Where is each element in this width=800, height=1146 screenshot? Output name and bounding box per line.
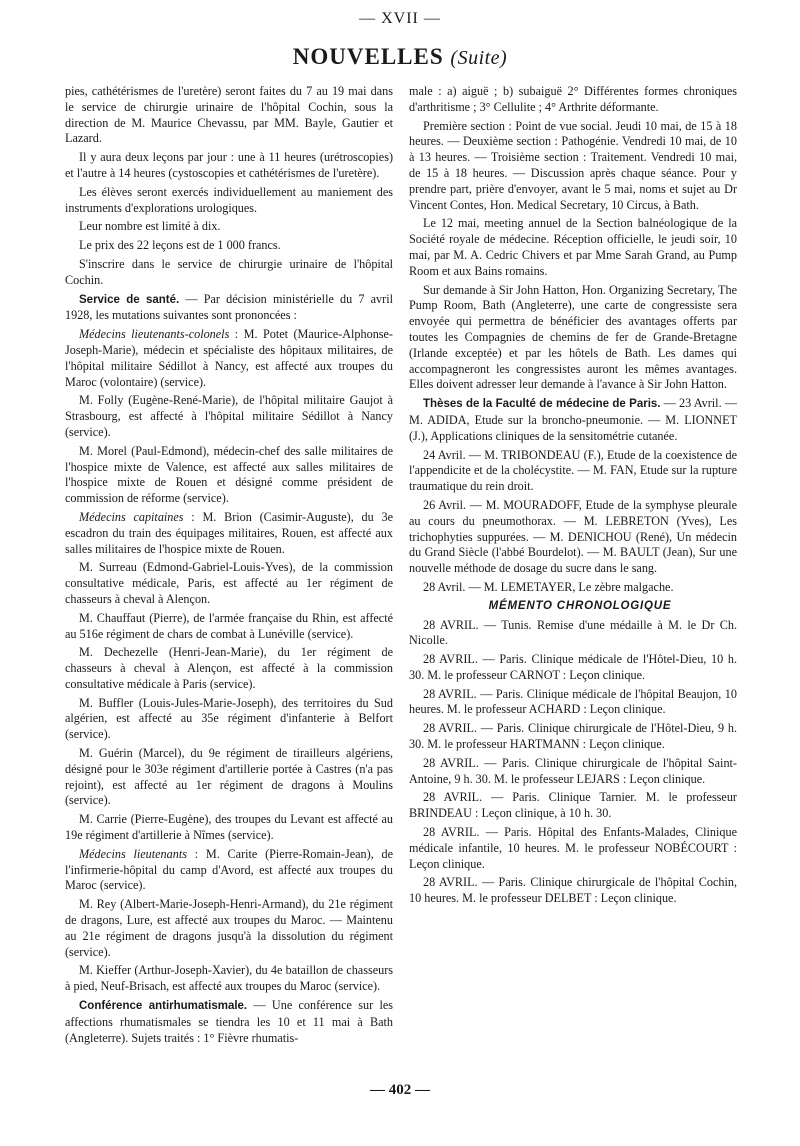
- paragraph: [65, 998, 393, 1046]
- page-roman-numeral: — XVII —: [359, 10, 441, 27]
- paragraph: M. Buffler (Louis-Jules-Marie-Joseph), des territoires du Sud algérien, est affecté au 35e régiment d'infanterie à Belfort (service).: [65, 695, 393, 742]
- paragraph: S'inscrire dans le service de chirurgie urinaire de l'hôpital Cochin.: [65, 256, 393, 287]
- paragraph-text: : M. Potet (Maurice-Alphonse-Joseph-Marie), médecin et spécialiste des hôpitaux militaires, de l'hôpital militaire Sédillot à Nancy, est affecté aux troupes du Maroc (volontaire) (service).: [65, 327, 393, 389]
- memento-entry: 28 AVRIL. — Paris. Clinique chirurgicale de l'hôpital Cochin, 10 heures. M. le professeur DELBET : Leçon clinique.: [409, 875, 737, 906]
- paragraph: [65, 847, 393, 894]
- paragraph: M. Guérin (Marcel), du 9e régiment de tirailleurs algériens, désigné pour le 303e régiment d'artillerie portée à Castres (n'a pas rejoint), est affecté au 1er régiment de dragons à Moulins (service).: [65, 746, 393, 808]
- paragraph-text: — 23 Avril. — M. ADIDA, Etude sur la broncho-pneumonie. — M. LIONNET (J.), Applications cliniques de la sensitométrie cutanée.: [409, 396, 737, 443]
- paragraph: Sur demande à Sir John Hatton, Hon. Organizing Secretary, The Pump Room, Bath (Angleterre), une carte de congressiste sera envoyée qui permettra de bénéficier des avantages offerts par toutes les Compagnies de chemins de fer de Grande-Bretagne (Irlande exceptée) et par les hôtels de Bath. Les dames qui accompagneront les congressistes auront les mêmes avantages. Elles doivent adresser leur demande à l'avance à Sir John Hatton.: [409, 282, 737, 392]
- rank-lead: Médecins lieutenants-colonels: [79, 327, 230, 342]
- memento-entry: 28 AVRIL. — Tunis. Remise d'une médaille à M. le Dr Ch. Nicolle.: [409, 617, 737, 648]
- paragraph: 24 Avril. — M. TRIBONDEAU (F.), Etude de la coexistence de l'appendicite et de la cholécystite. — M. FAN, Etude sur la rupture traumatique du rein droit.: [409, 447, 737, 494]
- page-number: — 402 —: [370, 1082, 430, 1098]
- memento-entry: 28 AVRIL. — Paris. Clinique médicale de l'Hôtel-Dieu, 10 h. 30. M. le professeur CARNOT : Leçon clinique.: [409, 652, 737, 682]
- paragraph: M. Folly (Eugène-René-Marie), de l'hôpital militaire Gaujot à Strasbourg, est affecté à l'hôpital militaire Sédillot à Nancy (service).: [65, 393, 393, 439]
- paragraph: [65, 510, 393, 557]
- paragraph: 26 Avril. — M. MOURADOFF, Etude de la symphyse pleurale au cours du pneumothorax. — M. LEBRETON (Yves), Les trichophyties suppurées. — M. DENICHOU (René), Un médecin du Grand Siècle (l'abbé Bourdelot). — M. BAULT (Jean), Sur une nouvelle méthode de dosage du sucre dans le sang.: [409, 497, 737, 576]
- paragraph: M. Chauffaut (Pierre), de l'armée française du Rhin, est affecté au 516e régiment de chars de combat à Lunéville (service).: [65, 610, 393, 641]
- right-column: [409, 84, 737, 910]
- paragraph: pies, cathétérismes de l'uretère) seront faites du 7 au 19 mai dans le service de chirurgie urinaire de l'hôpital Cochin, sous la direction de M. Maurice Chevassu, par MM. Bayle, Gautier et Lazard.: [65, 84, 393, 146]
- paragraph: [65, 292, 393, 325]
- title-text: NOUVELLES: [292, 44, 444, 69]
- paragraph: 28 Avril. — M. LEMETAYER, Le zèbre malgache.: [423, 579, 674, 594]
- section-lead: Thèses de la Faculté de médecine de Paris.: [423, 398, 661, 411]
- paragraph: M. Morel (Paul-Edmond), médecin-chef des salle militaires de l'hospice mixte de Valence, est affecté aux salles militaires de l'hospice mixte de Rouen et désigné comme président de commission de réforme (service).: [65, 443, 393, 506]
- paragraph-text: — Une conférence sur les affections rhumatismales se tiendra les 10 et 11 mai à Bath (Angleterre). Sujets traités : 1° Fièvre rhumatis-: [65, 998, 393, 1045]
- paragraph: Le 12 mai, meeting annuel de la Section balnéologique de la Société royale de médecine. Réception officielle, le jeudi soir, 10 mai, par M. A. Cedric Chivers et par Mme Sarah Grand, au Pump Room et aux Bains romains.: [409, 216, 737, 278]
- title-suite: (Suite): [450, 47, 508, 69]
- rank-lead: Médecins lieutenants: [79, 846, 187, 861]
- section-lead: Service de santé.: [79, 293, 180, 306]
- paragraph: Leur nombre est limité à dix.: [79, 219, 221, 234]
- paragraph: [409, 396, 737, 444]
- page-title: [0, 44, 800, 70]
- paragraph: Le prix des 22 leçons est de 1 000 francs.: [79, 238, 281, 253]
- memento-entry: 28 AVRIL. — Paris. Clinique médicale de l'hôpital Beaujon, 10 heures. M. le professeur ACHARD : Leçon clinique.: [409, 686, 737, 717]
- paragraph: Il y aura deux leçons par jour : une à 11 heures (urétroscopies) et l'autre à 14 heures (cystoscopies et cathétérismes de l'uretère).: [65, 150, 393, 180]
- memento-entry: 28 AVRIL. — Paris. Clinique chirurgicale de l'Hôtel-Dieu, 9 h. 30. M. le professeur HARTMANN : Leçon clinique.: [409, 721, 737, 752]
- section-lead: Conférence antirhumatismale.: [79, 1000, 248, 1013]
- paragraph-text: — Par décision ministérielle du 7 avril 1928, les mutations suivantes sont prononcées :: [65, 291, 393, 323]
- memento-heading: MÉMENTO CHRONOLOGIQUE: [488, 599, 672, 612]
- paragraph: [65, 327, 393, 390]
- paragraph: Première section : Point de vue social. Jeudi 10 mai, de 15 à 18 heures. — Deuxième section : Pathogénie. Vendredi 10 mai, de 10 à 13 heures. — Troisième section : Traitement. Vendredi 10 mai, de 15 à 18 heures. — Discussion après chaque séance. Pour y prendre part, prière d'envoyer, avant le 5 mai, noms et sujet au Dr Vincent Contes, Hon. Medical Secretary, 10 Circus, à Bath.: [409, 118, 737, 212]
- paragraph: Les élèves seront exercés individuellement au maniement des instruments d'explorations urologiques.: [65, 184, 393, 215]
- paragraph: M. Rey (Albert-Marie-Joseph-Henri-Armand), du 21e régiment de dragons, Lure, est affecté aux troupes du Maroc. — Maintenu au 21e régiment de dragons jusqu'à la dissolution du régiment (service).: [65, 897, 393, 959]
- paragraph: M. Carrie (Pierre-Eugène), des troupes du Levant est affecté au 19e régiment d'artillerie à Nîmes (service).: [65, 812, 393, 843]
- paragraph-text: : M. Brion (Casimir-Auguste), du 3e escadron du train des équipages militaires, Rouen, est affecté aux salles militaires de l'hospice mixte de Rouen.: [65, 509, 393, 556]
- paragraph: M. Dechezelle (Henri-Jean-Marie), du 1er régiment de chasseurs à cheval à Alençon, est affecté à la commission consultative médicale à Paris (service).: [65, 645, 393, 691]
- rank-lead: Médecins capitaines: [79, 509, 184, 524]
- paragraph-text: : M. Carite (Pierre-Romain-Jean), de l'infirmerie-hôpital du camp d'Avord, est affecté aux troupes du Maroc (service).: [65, 846, 393, 893]
- memento-entry: 28 AVRIL. — Paris. Hôpital des Enfants-Malades, Clinique médicale infantile, 10 heures. M. le professeur NOBÉCOURT : Leçon clinique.: [409, 825, 737, 871]
- paragraph: male : a) aiguë ; b) subaiguë 2° Différentes formes chroniques d'arthritisme ; 3° Cellulite ; 4° Arthrite déformante.: [409, 84, 737, 114]
- memento-entry: 28 AVRIL. — Paris. Clinique chirurgicale de l'hôpital Saint-Antoine, 9 h. 30. M. le professeur LEJARS : Leçon clinique.: [409, 755, 737, 786]
- memento-entry: 28 AVRIL. — Paris. Clinique Tarnier. M. le professeur BRINDEAU : Leçon clinique, à 10 h. 30.: [409, 790, 737, 821]
- paragraph: M. Surreau (Edmond-Gabriel-Louis-Yves), de la commission consultative médicale, Paris, est affecté au 1er régiment de chasseurs à cheval à Alençon.: [65, 560, 393, 606]
- paragraph: M. Kieffer (Arthur-Joseph-Xavier), du 4e bataillon de chasseurs à pied, Neuf-Brisach, est affecté aux troupes du Maroc (service).: [65, 963, 393, 994]
- left-column: [65, 84, 393, 1049]
